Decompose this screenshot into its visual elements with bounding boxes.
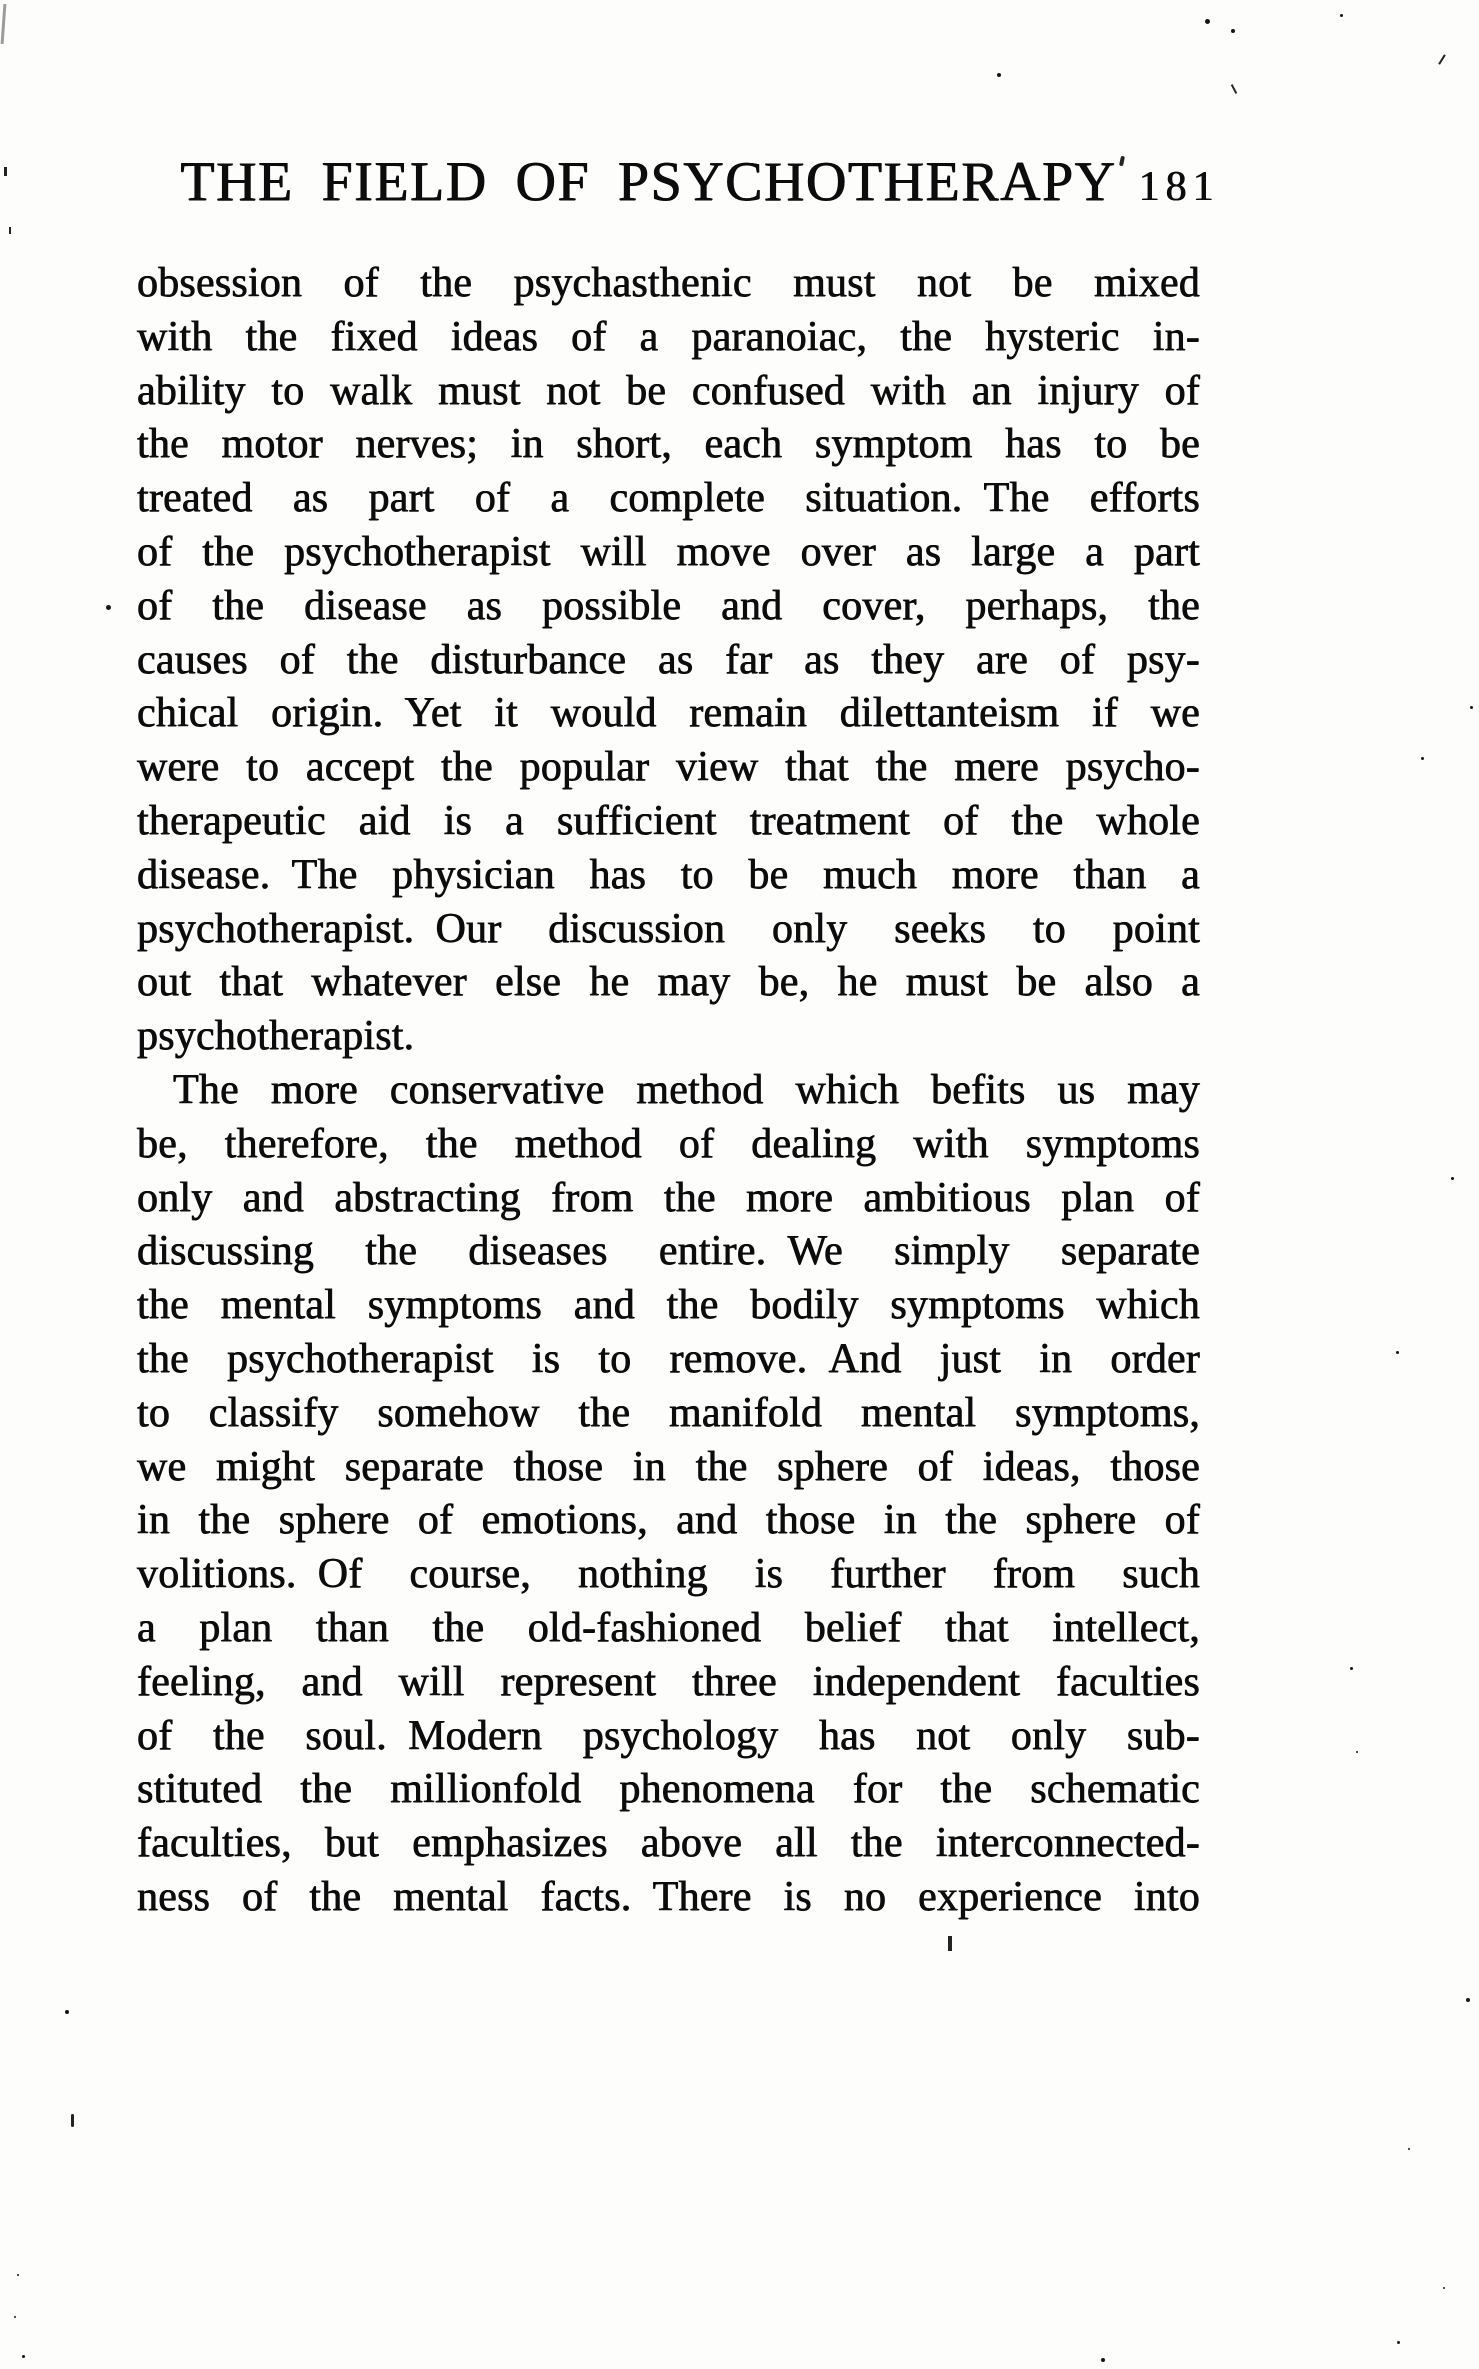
text-line: feeling, and will represent three independent faculties xyxy=(137,1658,1200,1705)
text-line: were to accept the popular view that the mere psycho- xyxy=(137,744,1200,791)
scan-speck xyxy=(1397,2341,1400,2344)
text-line: stituted the millionfold phenomena for the schematic xyxy=(137,1766,1200,1813)
text-line: chical origin. Yet it would remain dilettanteism if we xyxy=(137,690,1200,737)
text-line: treated as part of a complete situation. The efforts xyxy=(137,475,1200,522)
scan-speck xyxy=(1466,1998,1470,2002)
running-title: THE FIELD OF PSYCHOTHERAPY xyxy=(180,151,1117,213)
scan-speck xyxy=(9,227,11,234)
scan-speck xyxy=(1231,29,1235,33)
text-line: volitions. Of course, nothing is further from such xyxy=(137,1551,1200,1598)
scan-speck xyxy=(1470,706,1473,709)
text-line: of the soul. Modern psychology has not only sub- xyxy=(137,1712,1200,1759)
scan-speck xyxy=(17,2274,19,2276)
text-line: to classify somehow the manifold mental symptoms, xyxy=(137,1389,1200,1436)
scan-speck xyxy=(1340,14,1343,17)
text-line: causes of the disturbance as far as they are of psy- xyxy=(137,636,1200,683)
text-line: psychotherapist. Our discussion only seeks to point xyxy=(137,905,1200,952)
text-line: out that whatever else he may be, he must be also a xyxy=(137,959,1200,1006)
text-line: the mental symptoms and the bodily symptoms which xyxy=(137,1282,1200,1329)
text-line: the psychotherapist is to remove. And just in order xyxy=(137,1335,1200,1382)
scan-speck xyxy=(4,167,7,176)
scan-speck xyxy=(1356,1751,1358,1753)
text-line: of the disease as possible and cover, perhaps, the xyxy=(137,582,1200,629)
text-line: disease. The physician has to be much more than a xyxy=(137,851,1200,898)
text-line: with the fixed ideas of a paranoiac, the hysteric in- xyxy=(137,313,1200,360)
scan-speck xyxy=(1421,757,1424,760)
scan-speck xyxy=(1231,84,1237,94)
scan-speck xyxy=(1205,19,1210,24)
scan-speck xyxy=(1350,1667,1353,1670)
page-number: 181 xyxy=(1138,164,1220,210)
scan-speck xyxy=(997,73,1001,77)
scan-speck xyxy=(71,2114,74,2127)
text-line: obsession of the psychasthenic must not be mixed xyxy=(137,260,1200,306)
scan-speck xyxy=(106,605,111,610)
scan-speck xyxy=(22,2355,25,2358)
scan-speck xyxy=(1101,2358,1105,2362)
scan-speck xyxy=(1443,2287,1445,2289)
text-line: discussing the diseases entire. We simply separate xyxy=(137,1228,1200,1275)
scan-speck xyxy=(14,2316,16,2318)
text-line: therapeutic aid is a sufficient treatment of the whole xyxy=(137,797,1200,844)
text-line: ability to walk must not be confused with an injury of xyxy=(137,367,1200,414)
scan-speck xyxy=(1438,54,1446,64)
text-line: of the psychotherapist will move over as large a part xyxy=(137,528,1200,575)
page-header xyxy=(170,150,1230,214)
scan-speck xyxy=(1408,2148,1410,2150)
text-line: a plan than the old-fashioned belief that intellect, xyxy=(137,1604,1200,1651)
text-line: psychotherapist. xyxy=(137,1013,415,1060)
text-line: ness of the mental facts. There is no experience into xyxy=(137,1873,1200,1920)
scan-speck xyxy=(1,4,7,44)
scan-speck xyxy=(1396,1351,1399,1354)
text-line: The more conservative method which befits us may xyxy=(173,1066,1200,1113)
text-line: in the sphere of emotions, and those in the sphere of xyxy=(137,1497,1200,1544)
text-line: only and abstracting from the more ambitious plan of xyxy=(137,1174,1200,1221)
text-line: we might separate those in the sphere of ideas, those xyxy=(137,1443,1200,1490)
scan-speck xyxy=(948,1936,952,1951)
scan-speck xyxy=(1451,1177,1454,1180)
text-line: the motor nerves; in short, each symptom has to be xyxy=(137,421,1200,468)
text-line: be, therefore, the method of dealing with symptoms xyxy=(137,1120,1200,1167)
page-body xyxy=(137,257,1200,1925)
scan-speck xyxy=(65,2010,69,2014)
text-line: faculties, but emphasizes above all the interconnected- xyxy=(137,1820,1200,1867)
